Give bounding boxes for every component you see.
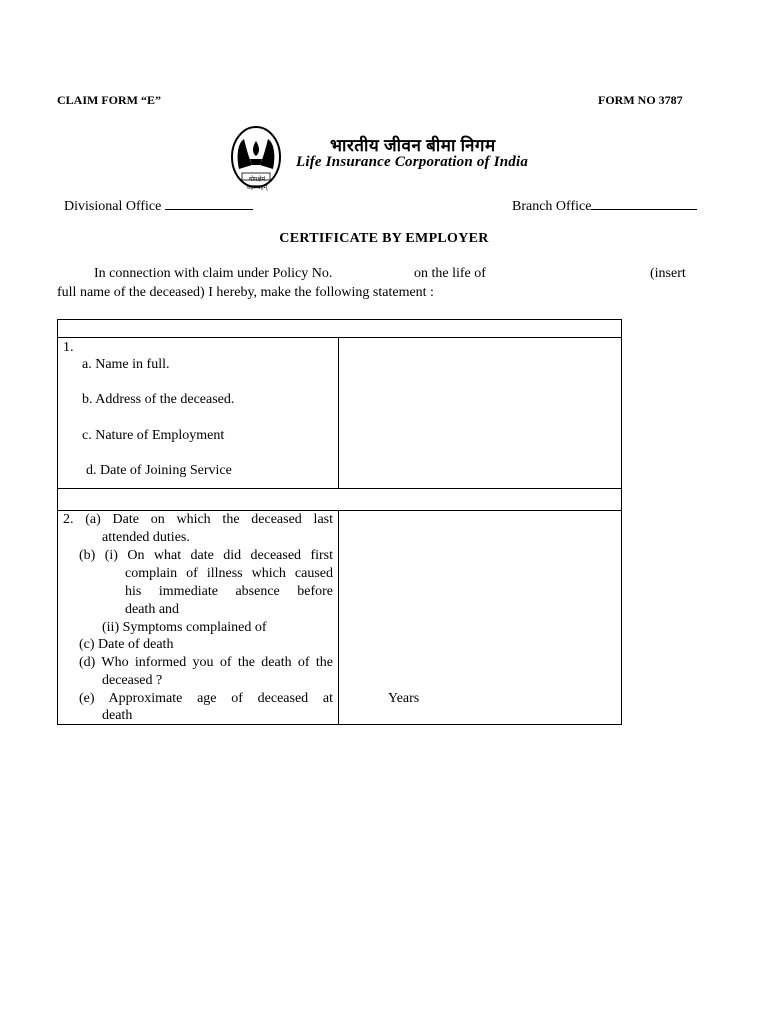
question-1b: b. Address of the deceased.	[82, 392, 235, 407]
certificate-title: CERTIFICATE BY EMPLOYER	[279, 231, 489, 246]
blank-header-cell	[58, 320, 622, 338]
section-2-answers[interactable]	[339, 511, 622, 725]
divisional-office-label: Divisional Office	[64, 199, 162, 214]
section-1-number: 1.	[63, 340, 74, 355]
section-2-questions	[58, 511, 339, 725]
question-2c: (c) Date of death	[79, 637, 174, 652]
intro-text-part3: (insert	[650, 266, 686, 281]
question-2b-line4: death and	[125, 602, 180, 617]
section-1-answers[interactable]	[339, 338, 622, 489]
divisional-office-blank[interactable]	[165, 195, 253, 210]
question-2b-line3: his immediate absence before	[125, 584, 333, 599]
section-1-row	[58, 338, 622, 489]
question-2e-line2: death	[102, 708, 133, 723]
emblem-motto: योगक्षेमं वहाम्यहम्	[246, 177, 268, 191]
statement-table	[57, 319, 622, 725]
lic-logo	[230, 125, 540, 195]
section-2-row	[58, 511, 622, 725]
logo-hindi-name: भारतीय जीवन बीमा निगम	[330, 136, 496, 155]
question-2d-line1: (d) Who informed you of the death of the	[79, 655, 333, 670]
form-number: FORM NO 3787	[598, 93, 683, 107]
question-2d-line2: deceased ?	[102, 673, 163, 688]
section-1-questions	[58, 338, 339, 489]
table-header-row	[58, 320, 622, 338]
question-1d: d. Date of Joining Service	[86, 463, 232, 478]
intro-text-part1: In connection with claim under Policy No.	[94, 266, 333, 281]
years-label: Years	[388, 691, 420, 706]
question-2a-line2: attended duties.	[102, 530, 190, 545]
intro-text-line2: full name of the deceased) I hereby, make the following statement :	[57, 285, 434, 300]
question-2e-line1: (e) Approximate age of deceased at	[79, 691, 333, 706]
branch-office-blank[interactable]	[591, 195, 697, 210]
question-2b-line1: (b) (i) On what date did deceased first	[79, 548, 333, 563]
logo-english-name: Life Insurance Corporation of India	[296, 154, 529, 170]
question-2b-ii: (ii) Symptoms complained of	[102, 620, 267, 635]
question-2a-line1: 2. (a) Date on which the deceased last	[63, 512, 333, 527]
blank-spacer-cell	[58, 489, 622, 511]
claim-form-label: CLAIM FORM “E”	[57, 93, 161, 107]
branch-office-field	[512, 195, 697, 215]
question-2b-line2: complain of illness which caused	[125, 566, 333, 581]
question-1a: a. Name in full.	[82, 357, 170, 372]
branch-office-label: Branch Office	[512, 199, 592, 214]
spacer-row	[58, 489, 622, 511]
intro-text-part2: on the life of	[414, 266, 486, 281]
question-1c: c. Nature of Employment	[82, 428, 225, 443]
divisional-office-field	[64, 195, 253, 215]
